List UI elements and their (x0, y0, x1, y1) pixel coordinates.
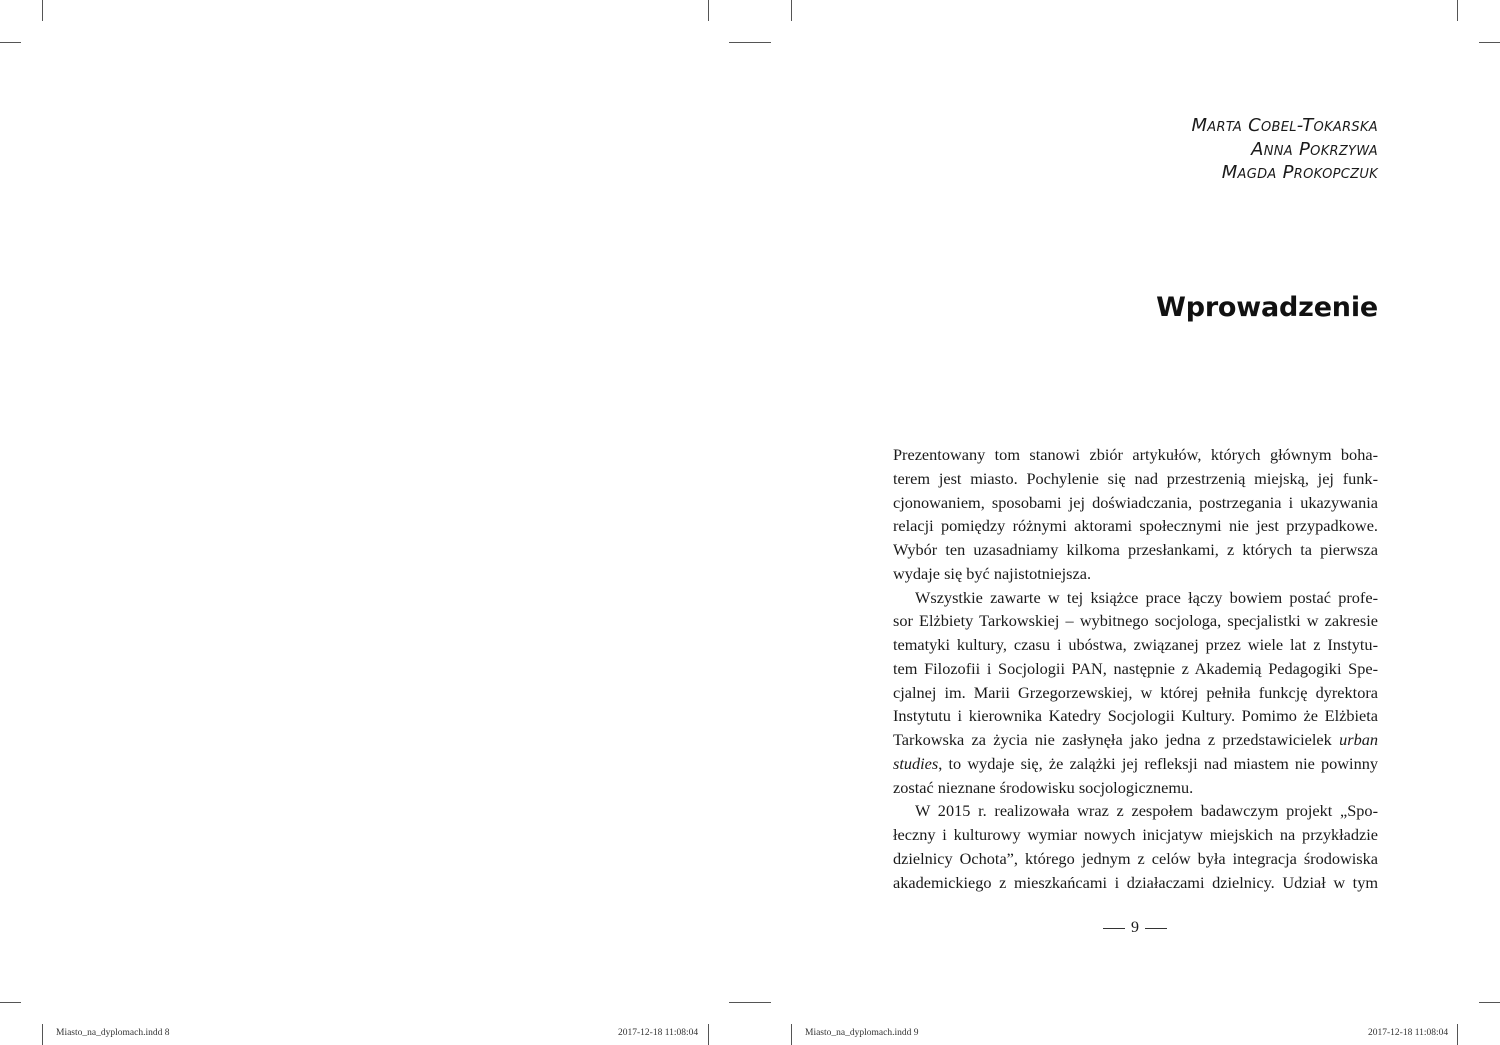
crop-mark (42, 0, 43, 21)
body-line: Instytutu i kierownika Katedry Socjologii Kultury. Pomimo że Elżbieta (893, 706, 1378, 726)
crop-mark (1457, 0, 1458, 21)
author-list (978, 114, 1378, 185)
body-line: tem Filozofii i Socjologii PAN, następnie z Akademią Pedagogiki Spe- (893, 658, 1378, 678)
body-line: Wybór ten uzasadniamy kilkoma przesłankami, z których ta pierwsza (893, 540, 1378, 559)
crop-mark (42, 1024, 43, 1045)
page-number-value: 9 (1131, 919, 1139, 936)
page-number (1095, 919, 1175, 937)
crop-mark (1479, 1002, 1500, 1003)
crop-mark (791, 1024, 792, 1045)
crop-mark (1479, 42, 1500, 43)
slug-file-right: Miasto_na_dyplomach.indd 9 (805, 1028, 919, 1038)
crop-mark (729, 42, 771, 43)
crop-mark (729, 1002, 771, 1003)
body-line: dzielnicy Ochota”, którego jednym z celów była integracja środowiska (893, 848, 1378, 868)
crop-mark (708, 0, 709, 21)
body-line: Wszystkie zawarte w tej książce prace łączy bowiem postać profe- (915, 587, 1378, 607)
crop-mark (708, 1024, 709, 1045)
author-name: Magda Prokopczuk (1221, 162, 1378, 183)
crop-mark (0, 1002, 21, 1003)
crop-mark (0, 42, 21, 43)
slug-date-right: 2017-12-18 11:08:04 (1368, 1028, 1449, 1038)
body-line: wydaje się być najistotniejsza. (893, 563, 1092, 583)
body-line: studies, to wydaje się, że zalążki jej refleksji nad miastem nie powinny (893, 753, 1378, 773)
body-line: sor Elżbiety Tarkowskiej – wybitnego socjologa, specjalistki w zakresie (893, 611, 1378, 631)
body-text (893, 443, 1378, 894)
page-number-dash (1145, 928, 1167, 929)
body-line: łeczny i kulturowy wymiar nowych inicjatyw miejskich na przykładzie (893, 825, 1378, 844)
body-line: W 2015 r. realizowała wraz z zespołem badawczym projekt „Spo- (915, 801, 1378, 821)
page-number-dash (1103, 928, 1125, 929)
body-line: akademickiego z mieszkańcami i działaczami dzielnicy. Udział w tym (893, 872, 1378, 892)
crop-mark (1457, 1024, 1458, 1045)
slug-file-left: Miasto_na_dyplomach.indd 8 (56, 1028, 170, 1038)
body-line: tematyki kultury, czasu i ubóstwa, związanej przez wiele lat z Instytu- (893, 635, 1378, 654)
body-line: Prezentowany tom stanowi zbiór artykułów, których głównym boha- (893, 445, 1378, 464)
slug-date-left: 2017-12-18 11:08:04 (618, 1028, 699, 1038)
author-name: Marta Cobel-Tokarska (1191, 115, 1378, 136)
body-line: cjonowaniem, sposobami jej doświadczania, postrzegania i ukazywania (893, 492, 1378, 512)
body-line: zostać nieznane środowisku socjologicznemu. (893, 777, 1194, 797)
body-line: terem jest miasto. Pochylenie się nad przestrzenią miejską, jej funk- (893, 468, 1378, 488)
chapter-title: Wprowadzenie (1156, 292, 1378, 323)
body-line: relacji pomiędzy różnymi aktorami społecznymi nie jest przypadkowe. (893, 516, 1378, 536)
body-line: cjalnej im. Marii Grzegorzewskiej, w której pełniła funkcję dyrektora (893, 682, 1378, 702)
crop-mark (791, 0, 792, 21)
author-name: Anna Pokrzywa (1251, 138, 1378, 160)
body-line: Tarkowska za życia nie zasłynęła jako jedna z przedstawicielek urban (893, 730, 1378, 749)
